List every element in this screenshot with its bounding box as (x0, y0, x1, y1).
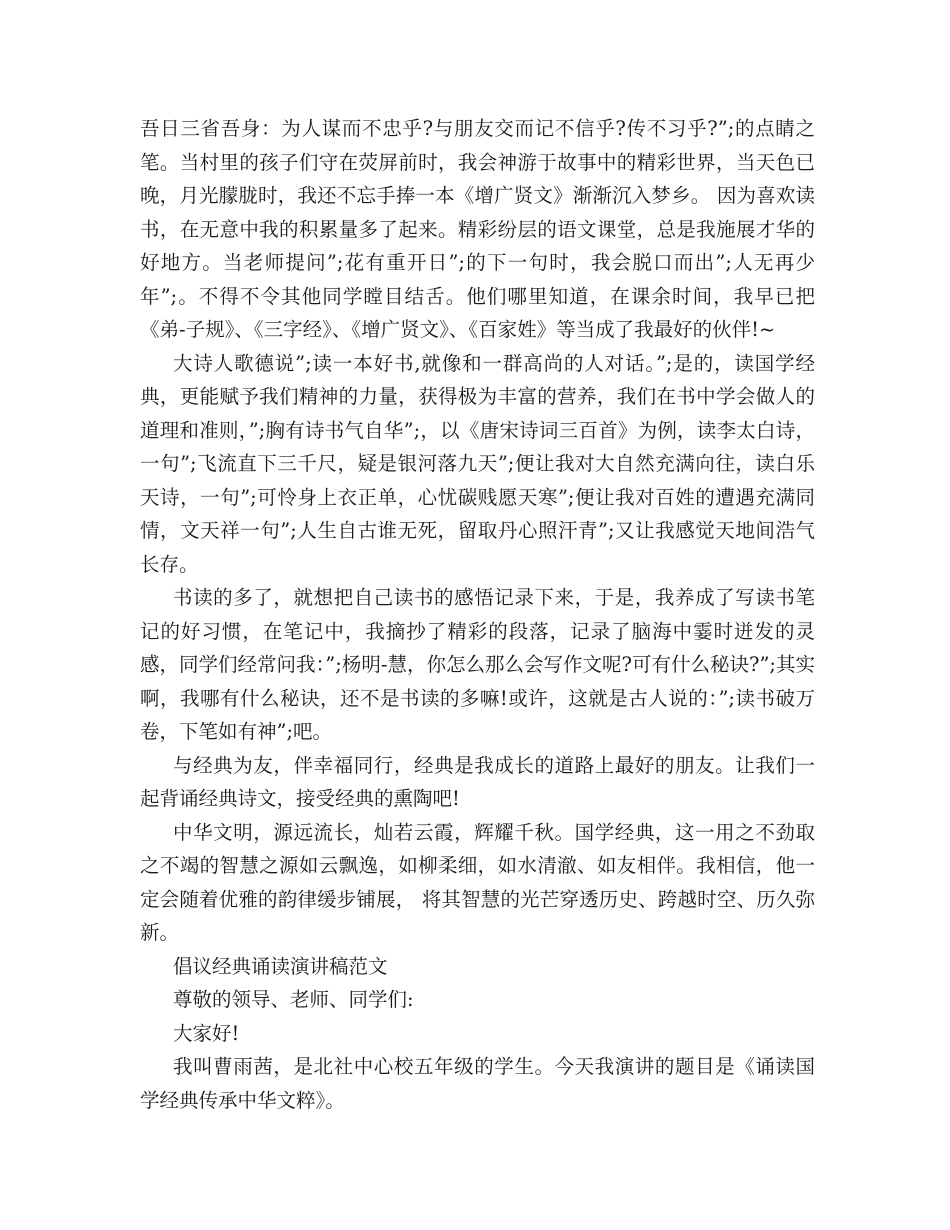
speech-title: 倡议经典诵读演讲稿范文 (173, 954, 388, 978)
paragraph-3: 书读的多了，就想把自己读书的感悟记录下来，于是，我养成了写读书笔记的好习惯，在笔记中，我摘抄了精彩的段落，记录了脑海中霎时迸发的灵感，同学们经常问我：”;杨明-慧，你怎么那么会写作文呢?可有什么秘诀?”;其实啊，我哪有什么秘诀，还不是书读的多嘛!或许，这就是古人说的：”;读书破万卷，下笔如有神”;吧。 (140, 586, 815, 743)
paragraph-1: 吾日三省吾身：为人谋而不忠乎?与朋友交而记不信乎?传不习乎?”;的点睛之笔。当村里的孩子们守在荧屏前时，我会神游于故事中的精彩世界，当天色已晚，月光朦胧时，我还不忘手捧一本《增广贤文》渐渐沉入梦乡。 因为喜欢读书，在无意中我的积累量多了起来。精彩纷层的语文课堂，总是我施展才华的好地方。当老师提问”;花有重开日”;的下一句时，我会脱口而出”;人无再少年”;。不得不令其他同学瞠目结舌。他们哪里知道，在课余时间，我早已把《弟-子规》、《三字经》、《增广贤文》、《百家姓》等当成了我最好的伙伴!~ (140, 117, 815, 341)
paragraph-5: 中华文明，源远流长，灿若云霞，辉耀千秋。国学经典，这一用之不劲取之不竭的智慧之源如云飘逸，如柳柔细，如水清澈、如友相伴。我相信，他一定会随着优雅的韵律缓步铺展， 将其智慧的光芒穿透历史、跨越时空、历久弥新。 (140, 820, 815, 944)
document-body (140, 112, 815, 1117)
paragraph-intro: 我叫曹雨茜，是北社中心校五年级的学生。今天我演讲的题目是《诵读国学经典传承中华文粹》。 (140, 1055, 815, 1112)
paragraph-4: 与经典为友，伴幸福同行，经典是我成长的道路上最好的朋友。让我们一起背诵经典诗文，接受经典的熏陶吧! (140, 753, 815, 810)
greeting: 大家好! (173, 1021, 240, 1045)
paragraph-2: 大诗人歌德说”;读一本好书,就像和一群高尚的人对话。”;是的，读国学经典，更能赋予我们精神的力量，获得极为丰富的营养，我们在书中学会做人的道理和准则，”;胸有诗书气自华”;，以《唐宋诗词三百首》为例，读李太白诗，一句”;飞流直下三千尺，疑是银河落九天”;便让我对大自然充满向往，读白乐天诗，一句”;可怜身上衣正单，心忧碳贱愿天寒”;便让我对百姓的遭遇充满同情，文天祥一句”;人生自古谁无死，留取丹心照汗青”;又让我感觉天地间浩气长存。 (140, 351, 815, 576)
salutation: 尊敬的领导、老师、同学们: (173, 988, 414, 1011)
